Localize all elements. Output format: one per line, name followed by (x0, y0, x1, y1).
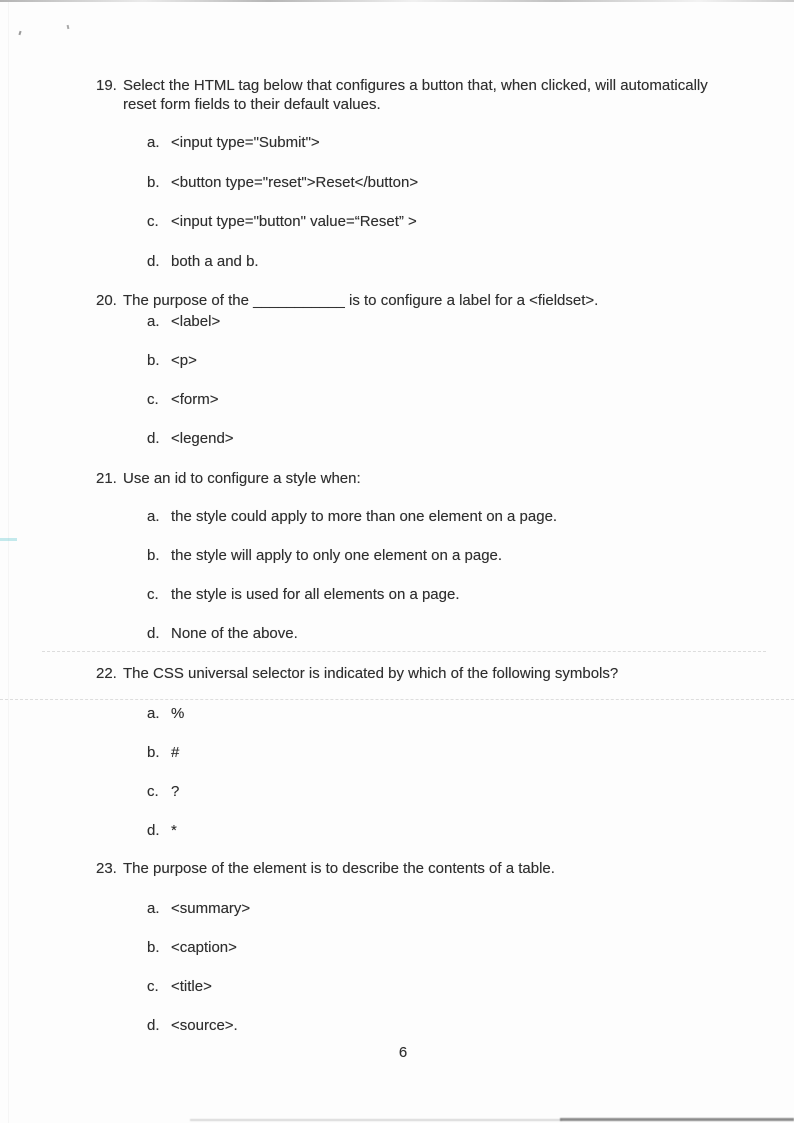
option-22b-text: # (171, 744, 180, 761)
option-22d-text: * (171, 822, 177, 839)
option-21a-letter: a. (147, 508, 160, 525)
question-22-text: The CSS universal selector is indicated by which of the following symbols? (123, 665, 619, 682)
option-19a (147, 134, 320, 152)
question-23-text: The purpose of the element is to describe the contents of a table. (123, 860, 555, 877)
option-20a (147, 313, 220, 331)
option-20b (147, 352, 197, 370)
scan-artifact-cyan-dash (0, 538, 17, 541)
option-21c (147, 586, 460, 604)
option-20a-text: <label> (171, 313, 221, 330)
option-22c-letter: c. (147, 783, 159, 800)
scan-artifact-speck (67, 25, 70, 29)
option-19c (147, 213, 417, 231)
option-22a-text: % (171, 705, 185, 722)
option-22d-letter: d. (147, 822, 160, 839)
option-19c-text: <input type="button" value=“Reset” > (171, 213, 417, 230)
page-number: 6 (398, 1044, 408, 1061)
question-22 (96, 664, 618, 683)
option-23b (147, 939, 237, 957)
question-19-number: 19. (96, 77, 117, 94)
option-19d (147, 253, 259, 271)
question-21 (96, 469, 361, 488)
option-21b (147, 547, 502, 565)
question-21-number: 21. (96, 470, 117, 487)
question-22-number: 22. (96, 665, 117, 682)
option-20d-text: <legend> (171, 430, 234, 447)
option-20d (147, 430, 234, 448)
option-23c (147, 978, 212, 996)
option-23b-text: <caption> (171, 939, 237, 956)
option-21c-text: the style is used for all elements on a page. (171, 586, 460, 603)
question-19-text (123, 76, 708, 114)
option-22c (147, 783, 179, 801)
option-21d-letter: d. (147, 625, 160, 642)
option-20c-letter: c. (147, 391, 159, 408)
option-22a-letter: a. (147, 705, 160, 722)
option-21c-letter: c. (147, 586, 159, 603)
question-20-text: The purpose of the ___________ is to configure a label for a <fieldset>. (123, 292, 599, 309)
option-20a-letter: a. (147, 313, 160, 330)
option-19b-text: <button type="reset">Reset</button> (171, 174, 419, 191)
scan-artifact-bottom-line (560, 1118, 794, 1121)
question-19 (96, 76, 708, 114)
option-21a-text: the style could apply to more than one element on a page. (171, 508, 558, 525)
option-20c-text: <form> (171, 391, 219, 408)
scan-artifact-bottom-line (190, 1119, 562, 1121)
scan-artifact-vertical-line (8, 0, 9, 1123)
option-19a-text: <input type="Submit"> (171, 134, 320, 151)
option-23c-letter: c. (147, 978, 159, 995)
option-21a (147, 508, 557, 526)
option-22c-text: ? (171, 783, 180, 800)
option-23d-letter: d. (147, 1017, 160, 1034)
question-21-text: Use an id to configure a style when: (123, 470, 361, 487)
question-19-line-2: reset form fields to their default values. (123, 96, 381, 113)
option-19b (147, 174, 418, 192)
option-20b-letter: b. (147, 352, 160, 369)
option-23b-letter: b. (147, 939, 160, 956)
option-19d-text: both a and b. (171, 253, 259, 270)
option-22d (147, 822, 177, 840)
scan-artifact-top-edge (0, 0, 794, 2)
scan-artifact-dashed-line (0, 699, 794, 700)
option-19c-letter: c. (147, 213, 159, 230)
option-21d-text: None of the above. (171, 625, 298, 642)
option-23d-text: <source>. (171, 1017, 238, 1034)
option-23a-letter: a. (147, 900, 160, 917)
option-20c (147, 391, 219, 409)
scan-artifact-dashed-line (42, 651, 766, 652)
option-21b-letter: b. (147, 547, 160, 564)
option-21d (147, 625, 298, 643)
question-23-number: 23. (96, 860, 117, 877)
option-23c-text: <title> (171, 978, 212, 995)
option-23a-text: <summary> (171, 900, 251, 917)
question-23 (96, 859, 555, 878)
option-19a-letter: a. (147, 134, 160, 151)
option-23d (147, 1017, 238, 1035)
question-19-line-1: Select the HTML tag below that configures a button that, when clicked, will automatically (123, 77, 708, 94)
option-23a (147, 900, 250, 918)
option-22b (147, 744, 179, 762)
option-21b-text: the style will apply to only one element on a page. (171, 547, 503, 564)
option-20d-letter: d. (147, 430, 160, 447)
scan-artifact-speck (18, 31, 21, 35)
option-19d-letter: d. (147, 253, 160, 270)
option-22a (147, 705, 184, 723)
question-20-number: 20. (96, 292, 117, 309)
option-20b-text: <p> (171, 352, 197, 369)
option-19b-letter: b. (147, 174, 160, 191)
question-20 (96, 291, 598, 310)
option-22b-letter: b. (147, 744, 160, 761)
